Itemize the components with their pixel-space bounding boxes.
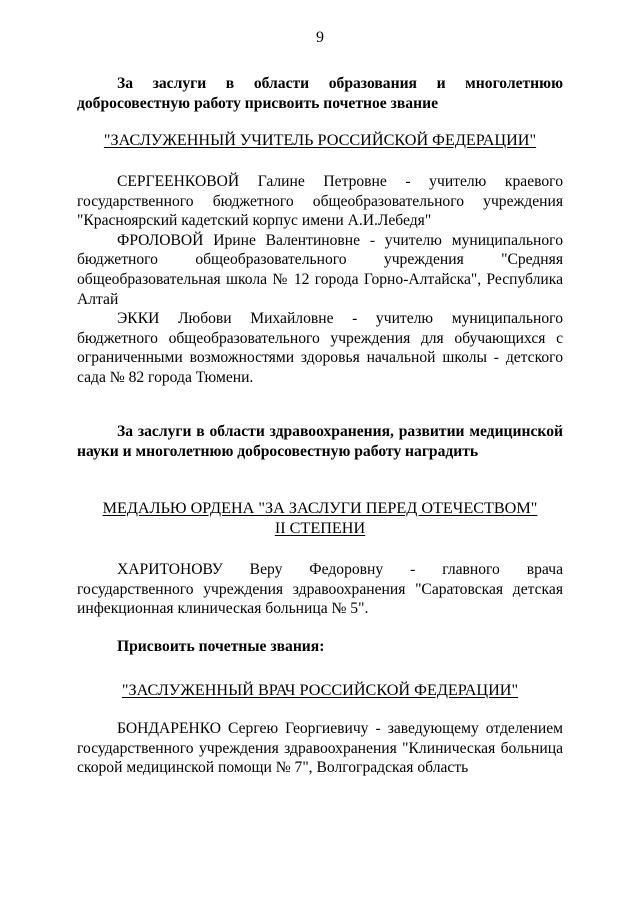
award-entries — [77, 172, 563, 388]
award-entry: ЭККИ Любови Михайловне - учителю муниципального бюджетного общеобразовательного учреждения для обучающихся с ограниченными возможностями здоровья начальной школы - детского сада № 82 города Тюмени. — [77, 310, 563, 386]
award-entry: ФРОЛОВОЙ Ирине Валентиновне - учителю муниципального бюджетного общеобразовательного учреждения "Средняя общеобразовательная школа № 12 города Горно-Алтайска", Республика Алтай — [77, 231, 563, 308]
award-entry: ХАРИТОНОВУ Веру Федоровну - главного врача государственного учреждения здравоохранения "Саратовская детская инфекционная клиническая больница № 5". — [77, 561, 563, 618]
section-education — [77, 74, 563, 113]
award-title-block — [77, 130, 563, 150]
section-heading: За заслуги в области здравоохранения, развитии медицинской науки и многолетнюю добросовестную работу наградить — [77, 423, 563, 460]
section-heading: За заслуги в области образования и многолетнюю добросовестную работу присвоить почетное звание — [77, 75, 563, 112]
section-heading: Присвоить почетные звания: — [117, 638, 325, 655]
award-entries — [77, 719, 563, 778]
award-title: "ЗАСЛУЖЕННЫЙ УЧИТЕЛЬ РОССИЙСКОЙ ФЕДЕРАЦИИ" — [103, 131, 537, 149]
award-title-line: II СТЕПЕНИ — [274, 519, 366, 537]
award-title-line: МЕДАЛЬЮ ОРДЕНА "ЗА ЗАСЛУГИ ПЕРЕД ОТЕЧЕСТВОМ" — [102, 499, 538, 517]
section-healthcare — [77, 422, 563, 461]
award-entries — [77, 560, 563, 619]
award-title-block — [77, 680, 563, 700]
section-honorary-titles — [77, 637, 563, 657]
award-title: "ЗАСЛУЖЕННЫЙ ВРАЧ РОССИЙСКОЙ ФЕДЕРАЦИИ" — [121, 681, 519, 699]
award-entry: СЕРГЕЕНКОВОЙ Галине Петровне - учителю краевого государственного бюджетного общеобразовательного учреждения "Красноярский кадетский корпус имени А.И.Лебедя" — [77, 173, 563, 230]
page-number: 9 — [316, 29, 324, 46]
award-entry: БОНДАРЕНКО Сергею Георгиевичу - заведующему отделением государственного учреждения здравоохранения "Клиническая больница скорой медицинской помощи № 7", Волгоградская область — [77, 720, 563, 777]
award-title-block — [77, 498, 563, 538]
